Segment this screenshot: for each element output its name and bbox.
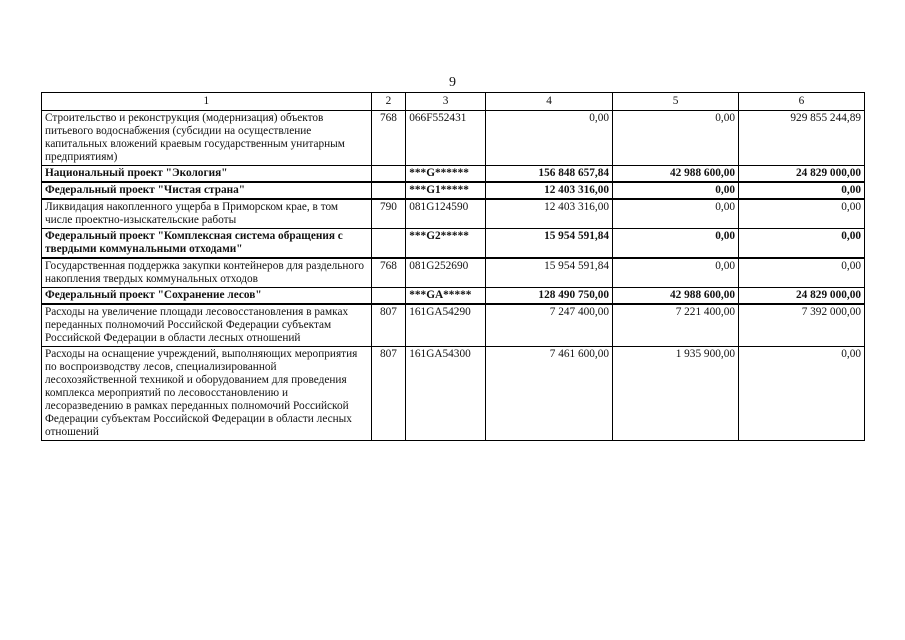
ksr-code-cell: ***GA***** — [406, 288, 486, 305]
grbs-code-cell: 807 — [371, 347, 406, 441]
amount-year1-cell: 7 247 400,00 — [486, 304, 613, 347]
table-row-subtotal — [42, 182, 865, 199]
column-header: 2 — [371, 93, 406, 111]
expense-name-cell: Строительство и реконструкция (модернизация) объектов питьевого водоснабжения (субсидии на осуществление капитальных вложений краевым государственным унитарным предприятиям) — [42, 111, 372, 166]
amount-year2-cell: 0,00 — [613, 111, 739, 166]
grbs-code-cell — [371, 288, 406, 305]
amount-year1-cell: 12 403 316,00 — [486, 199, 613, 229]
table-row — [42, 347, 865, 441]
column-header: 6 — [739, 93, 865, 111]
amount-year2-cell: 42 988 600,00 — [613, 288, 739, 305]
amount-year1-cell: 156 848 657,84 — [486, 166, 613, 183]
amount-year2-cell: 0,00 — [613, 199, 739, 229]
grbs-code-cell — [371, 182, 406, 199]
amount-year2-cell: 0,00 — [613, 229, 739, 259]
ksr-code-cell: ***G1***** — [406, 182, 486, 199]
amount-year2-cell: 0,00 — [613, 258, 739, 288]
table-row — [42, 304, 865, 347]
amount-year3-cell: 24 829 000,00 — [739, 288, 865, 305]
ksr-code-cell: 081G252690 — [406, 258, 486, 288]
amount-year1-cell: 7 461 600,00 — [486, 347, 613, 441]
amount-year1-cell: 128 490 750,00 — [486, 288, 613, 305]
amount-year3-cell: 0,00 — [739, 199, 865, 229]
expense-name-cell: Государственная поддержка закупки контейнеров для раздельного накопления твердых коммунальных отходов — [42, 258, 372, 288]
table-row-total — [42, 166, 865, 183]
table-row — [42, 258, 865, 288]
budget-table — [41, 92, 865, 441]
expense-name-cell: Расходы на увеличение площади лесовосстановления в рамках переданных полномочий Российской Федерации субъектам Российской Федерации в области лесных отношений — [42, 304, 372, 347]
page-number: 9 — [449, 75, 456, 90]
amount-year1-cell: 15 954 591,84 — [486, 229, 613, 259]
amount-year3-cell: 929 855 244,89 — [739, 111, 865, 166]
ksr-code-cell: ***G2***** — [406, 229, 486, 259]
amount-year3-cell: 0,00 — [739, 182, 865, 199]
column-header: 1 — [42, 93, 372, 111]
amount-year1-cell: 12 403 316,00 — [486, 182, 613, 199]
ksr-code-cell: 066F552431 — [406, 111, 486, 166]
expense-name-cell: Федеральный проект "Сохранение лесов" — [42, 288, 372, 305]
amount-year2-cell: 42 988 600,00 — [613, 166, 739, 183]
expense-name-cell: Федеральный проект "Комплексная система обращения с твердыми коммунальными отходами" — [42, 229, 372, 259]
amount-year2-cell: 0,00 — [613, 182, 739, 199]
table-row-subtotal — [42, 288, 865, 305]
expense-name-cell: Ликвидация накопленного ущерба в Приморском крае, в том числе проектно-изыскательские работы — [42, 199, 372, 229]
amount-year3-cell: 24 829 000,00 — [739, 166, 865, 183]
column-header: 5 — [613, 93, 739, 111]
table-row — [42, 111, 865, 166]
ksr-code-cell: ***G****** — [406, 166, 486, 183]
amount-year3-cell: 0,00 — [739, 258, 865, 288]
grbs-code-cell: 768 — [371, 258, 406, 288]
amount-year2-cell: 7 221 400,00 — [613, 304, 739, 347]
grbs-code-cell: 768 — [371, 111, 406, 166]
table-row-subtotal — [42, 229, 865, 259]
amount-year1-cell: 15 954 591,84 — [486, 258, 613, 288]
expense-name-cell: Расходы на оснащение учреждений, выполняющих мероприятия по воспроизводству лесов, специализированной лесохозяйственной техникой и оборудованием для проведения комплекса мероприятий по лесовосстановлению и лесоразведению в рамках переданных полномочий Российской Федерации субъектам Российской Федерации в области лесных отношений — [42, 347, 372, 441]
expense-name-cell: Национальный проект "Экология" — [42, 166, 372, 183]
expense-name-cell: Федеральный проект "Чистая страна" — [42, 182, 372, 199]
amount-year3-cell: 0,00 — [739, 229, 865, 259]
grbs-code-cell: 807 — [371, 304, 406, 347]
grbs-code-cell — [371, 166, 406, 183]
table-row — [42, 199, 865, 229]
table-header-row — [42, 93, 865, 111]
grbs-code-cell: 790 — [371, 199, 406, 229]
column-header: 4 — [486, 93, 613, 111]
amount-year1-cell: 0,00 — [486, 111, 613, 166]
grbs-code-cell — [371, 229, 406, 259]
amount-year3-cell: 0,00 — [739, 347, 865, 441]
ksr-code-cell: 081G124590 — [406, 199, 486, 229]
ksr-code-cell: 161GA54300 — [406, 347, 486, 441]
column-header: 3 — [406, 93, 486, 111]
amount-year2-cell: 1 935 900,00 — [613, 347, 739, 441]
amount-year3-cell: 7 392 000,00 — [739, 304, 865, 347]
ksr-code-cell: 161GA54290 — [406, 304, 486, 347]
